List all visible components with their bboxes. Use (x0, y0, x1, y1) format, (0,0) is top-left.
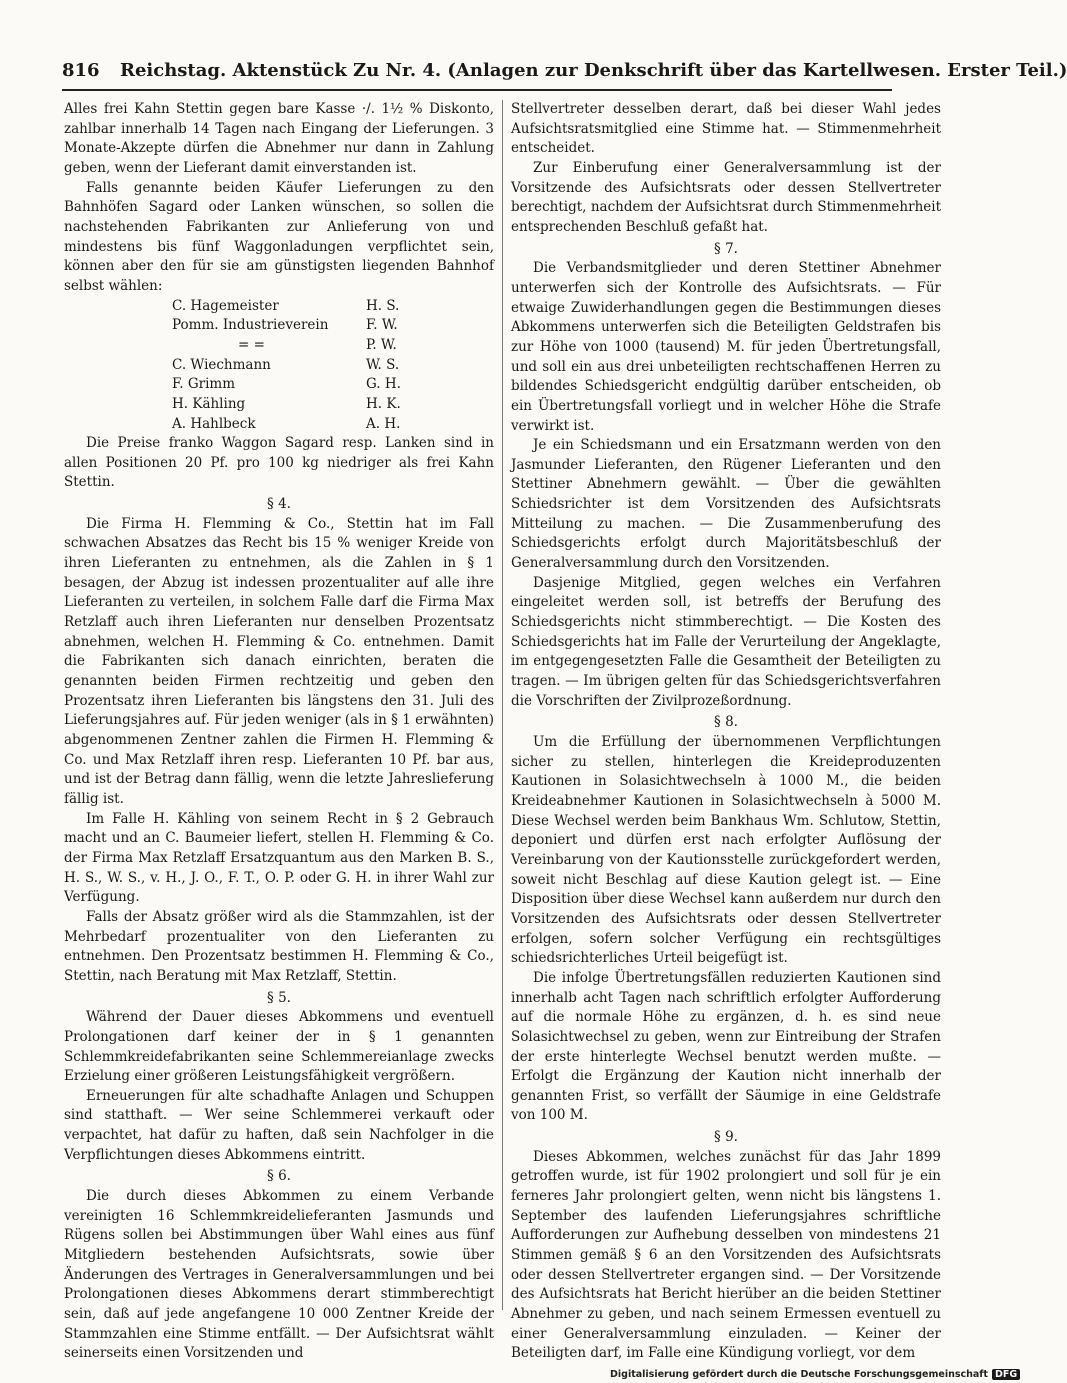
column-divider (502, 100, 503, 1310)
paragraph: Falls der Absatz größer wird als die Stammzahlen, ist der Mehrbedarf prozentualiter von den Lieferanten zu entnehmen. Den Prozentsatz bestimmen H. Flemming & Co., Stettin, nach Beratung mit Max Retzlaff, Stettin. (64, 908, 494, 984)
paragraph: Dieses Abkommen, welches zunächst für das Jahr 1899 getroffen wurde, ist für 1902 prolongiert und soll für je ein ferneres Jahr prolongiert gelten, wenn nicht bis längstens 1. September des laufenden Lieferungsjahres schriftliche Aufforderungen zur Aufhebung desselben von mindestens 21 Stimmen gemäß § 6 an den Vorsitzenden des Aufsichtsrats oder dessen Stellvertreter ergangen sind. — Der Vorsitzende des Aufsichtsrats hat Bericht hierüber an die beiden Stettiner Abnehmer zu geben, und nach seinem Ermessen eventuell zu einer Generalversammlung einzuladen. — Keiner der Beteiligten darf, im Falle eine Kündigung vorliegt, vor dem (511, 1148, 941, 1362)
paragraph: Während der Dauer dieses Abkommens und eventuell Prolongationen darf keiner der in § 1 genannten Schlemmkreidefabrikanten seine Schlemmereianlage zwecks Erzielung einer größeren Leistungsfähigkeit vergrößern. (64, 1009, 494, 1085)
paragraph: Die infolge Übertretungsfällen reduzierten Kautionen sind innerhalb acht Tagen nach schriftlich erfolgter Aufforderung auf die normale Höhe zu ergänzen, d. h. es sind neue Solasichtwechsel zu geben, wenn zur Eintreibung der Strafen der erste hinterlegte Wechsel benutzt werden mußte. — Erfolgt die Ergänzung der Kaution nicht innerhalb der genannten Frist, so verfällt der Säumige in eine Geldstrafe von 100 M. (511, 969, 941, 1124)
page-header (62, 60, 1067, 86)
paragraph: Zur Einberufung einer Generalversammlung ist der Vorsitzende des Aufsichtsrats oder dessen Stellvertreter berechtigt, nachdem der Aufsichtsrat durch Stimmenmehrheit entsprechenden Beschluß gefaßt hat. (511, 159, 941, 235)
supplier-row (172, 395, 494, 415)
paragraph: Die Firma H. Flemming & Co., Stettin hat im Fall schwachen Absatzes das Recht bis 15 % weniger Kreide von ihren Lieferanten zu entnehmen, als die Zahlen in § 1 besagen, der Abzug ist indessen prozentualiter auf alle ihre Lieferanten zu verteilen, in solchem Falle darf die Firma Max Retzlaff auch ihren Lieferanten nur denselben Prozentsatz abnehmen, welchen H. Flemming & Co. entnehmen. Damit die Fabrikanten sich danach einrichten, beraten die genannten beiden Firmen rechtzeitig und geben den Prozentsatz ihren Lieferanten bis längstens den 31. Juli des Lieferungsjahres auf. Für jeden weniger (als in § 1 erwähnten) abgenommenen Zentner zahlen die Firmen H. Flemming & Co. und Max Retzlaff ihren resp. Lieferanten 10 Pf. bar aus, und ist der Betrag dann fällig, wenn die letzte Jahreslieferung fällig ist. (64, 515, 494, 807)
supplier-mark: A. H. (366, 415, 401, 432)
paragraph: Falls genannte beiden Käufer Lieferungen zu den Bahnhöfen Sagard oder Lanken wünschen, so sollen die nachstehenden Fabrikanten zur Anlieferung von und mindestens bis fünf Waggonladungen verpflichtet sein, können aber den für sie am günstigsten liegenden Bahnhof selbst wählen: (64, 179, 494, 294)
paragraph: Erneuerungen für alte schadhafte Anlagen und Schuppen sind statthaft. — Wer seine Schlemmerei verkauft oder verpachtet, hat dafür zu haften, daß sein Nachfolger in die Verpflichtungen dieses Abkommens eintritt. (64, 1087, 494, 1163)
paragraph: Dasjenige Mitglied, gegen welches ein Verfahren eingeleitet werden soll, ist betreffs der Berufung des Schiedsgerichts nicht stimmberechtigt. — Die Kosten des Schiedsgerichts hat im Falle der Verurteilung der Angeklagte, im entgegengesetzten Falle die Gesamtheit der Beteiligten zu tragen. — Im übrigen gelten für das Schiedsgerichtsverfahren die Vorschriften der Zivilprozeßordnung. (511, 574, 941, 709)
paragraph: Die Verbandsmitglieder und deren Stettiner Abnehmer unterwerfen sich der Kontrolle des Aufsichtsrats. — Für etwaige Zuwiderhandlungen gegen die Bestimmungen dieses Abkommens unterwerfen sich die Beteiligten Geldstrafen bis zur Höhe von 1000 (tausend) M. für jeden Übertretungsfall, und soll ein aus drei unbeteiligten rechtschaffenen Herren zu bildendes Schiedsgericht endgültig darüber entscheiden, ob ein Übertretungsfall vorliegt und in welcher Höhe die Strafe verwirkt ist. (511, 260, 941, 434)
supplier-row (172, 375, 494, 395)
supplier-name: A. Hahlbeck (172, 415, 256, 432)
supplier-mark: F. W. (366, 317, 398, 334)
page-number: 816 (62, 60, 100, 81)
running-title: Reichstag. Aktenstück Zu Nr. 4. (Anlagen zur Denkschrift über das Kartellwesen. Erster Teil.) (120, 60, 1067, 81)
supplier-row (172, 356, 494, 376)
credit-text: Digitalisierung gefördert durch die Deutsche Forschungsgemeinschaft (610, 1369, 988, 1380)
supplier-name: C. Hagemeister (172, 297, 279, 314)
supplier-name: = = (238, 336, 265, 353)
paragraph: Je ein Schiedsmann und ein Ersatzmann werden von den Jasmunder Lieferanten, den Rügener Lieferanten und den Stettiner Abnehmern gewählt. — Über die gewählten Schiedsrichter ist dem Vorsitzenden des Aufsichtsrats Mitteilung zu machen. — Die Zusammenberufung des Schiedsgerichts erfolgt durch Majoritätsbeschluß der Generalversammlung durch den Vorsitzenden. (511, 437, 941, 572)
supplier-name: H. Kähling (172, 395, 246, 412)
supplier-mark: P. W. (366, 336, 397, 353)
left-column (64, 100, 494, 1364)
supplier-mark: G. H. (366, 376, 401, 393)
supplier-name: C. Wiechmann (172, 356, 271, 373)
paragraph: Alles frei Kahn Stettin gegen bare Kasse ·/. 1½ % Diskonto, zahlbar innerhalb 14 Tagen nach Eingang der Lieferungen. 3 Monate-Akzepte dürfen die Abnehmer nur dann in Zahlung geben, wenn der Lieferant damit einverstanden ist. (64, 101, 494, 176)
supplier-name: F. Grimm (172, 376, 236, 393)
section-heading: § 4. (267, 496, 291, 513)
supplier-mark: W. S. (366, 356, 400, 373)
supplier-row (172, 415, 494, 435)
paragraph: Stellvertreter desselben derart, daß bei dieser Wahl jedes Aufsichtsratsmitglied eine Stimme hat. — Stimmenmehrheit entscheidet. (511, 101, 941, 157)
section-heading: § 7. (714, 240, 738, 257)
paragraph: Um die Erfüllung der übernommenen Verpflichtungen sicher zu stellen, hinterlegen die Kreideproduzenten Kautionen in Solasichtwechseln à 1000 M., die beiden Kreideabnehmer Kautionen in Solasichtwechseln à 5000 M. Diese Wechsel werden beim Bankhaus Wm. Schlutow, Stettin, deponiert und dürfen erst nach erfolgter Auflösung der Vereinbarung von der Kautionsstelle zurückgefordert werden, soweit nicht Beschlag auf diese Kaution gelegt ist. — Eine Disposition über diese Wechsel kann außerdem nur durch den Vorsitzenden des Aufsichtsrats oder dessen Stellvertreter erfolgen, sofern solcher Verfügung ein rechtsgültiges schiedsrichterliches Urteil beigefügt ist. (511, 734, 941, 967)
section-heading: § 8. (714, 714, 738, 731)
paragraph: Die Preise franko Waggon Sagard resp. Lanken sind in allen Positionen 20 Pf. pro 100 kg niedriger als frei Kahn Stettin. (64, 435, 494, 491)
right-column (511, 100, 941, 1364)
supplier-mark: H. S. (366, 297, 400, 314)
supplier-row (172, 297, 494, 317)
supplier-row (172, 316, 494, 336)
supplier-list (172, 297, 494, 435)
digitization-credit (610, 1369, 1020, 1381)
header-rule (62, 89, 892, 91)
section-heading: § 5. (267, 989, 291, 1006)
paragraph: Die durch dieses Abkommen zu einem Verbande vereinigten 16 Schlemmkreidelieferanten Jasmunds und Rügens sollen bei Abstimmungen über Wahl eines aus fünf Mitgliedern bestehenden Aufsichtsrats, sowie über Änderungen des Vertrages in Generalversammlungen und bei Prolongationen dieses Abkommens derart stimmberechtigt sein, daß auf jede angefangene 10 000 Zentner Kreide der Stammzahlen eine Stimme entfällt. — Der Aufsichtsrat wählt seinerseits einen Vorsitzenden und (64, 1188, 494, 1362)
supplier-mark: H. K. (366, 395, 401, 412)
paragraph: Im Falle H. Kähling von seinem Recht in § 2 Gebrauch macht und an C. Baumeier liefert, stellen H. Flemming & Co. der Firma Max Retzlaff Ersatzquantum aus den Marken B. S., H. S., W. S., v. H., J. O., F. T., O. P. oder G. H. in ihrer Wahl zur Verfügung. (64, 810, 494, 906)
section-heading: § 6. (267, 1168, 291, 1185)
dfg-logo: DFG (992, 1369, 1020, 1380)
supplier-row (172, 336, 494, 356)
section-heading: § 9. (714, 1129, 738, 1146)
supplier-name: Pomm. Industrieverein (172, 317, 329, 334)
